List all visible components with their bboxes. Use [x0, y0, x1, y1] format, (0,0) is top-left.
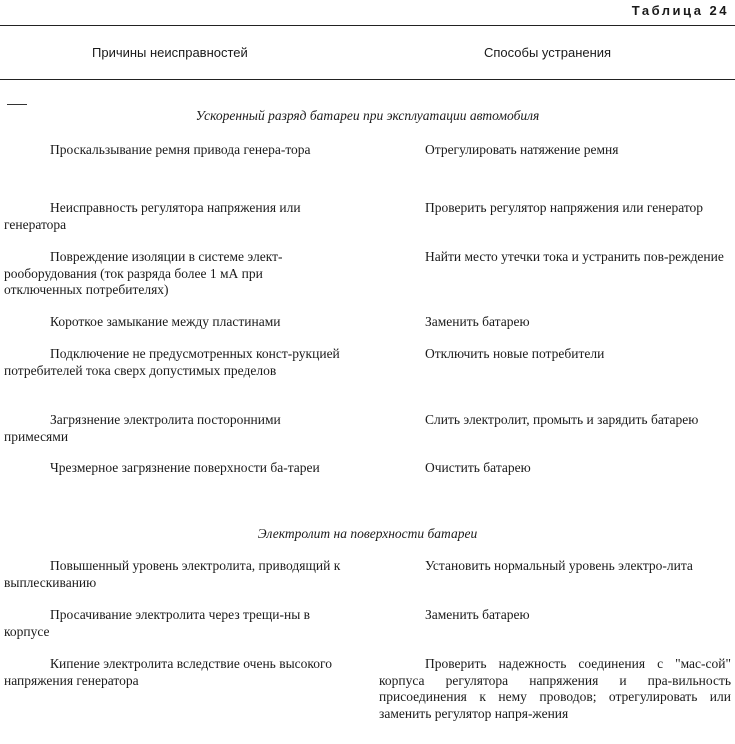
remedy-cell: Найти место утечки тока и устранить пов-реждение [425, 249, 724, 264]
column-header-remedies: Способы устранения [484, 45, 612, 60]
remedy-cell: Очистить батарею [425, 460, 531, 475]
cause-cell: Кипение электролита вследствие очень высокого напряжения генератора [4, 656, 332, 688]
section-title-accelerated-discharge: Ускоренный разряд батареи при эксплуатации автомобиля [195, 108, 540, 123]
remedy-cell: Установить нормальный уровень электро-лита [425, 558, 693, 573]
remedy-cell: Проверить регулятор напряжения или генератор [425, 200, 704, 215]
header-rule [0, 79, 735, 80]
cause-cell: Загрязнение электролита посторонними примесями [4, 412, 281, 444]
table-caption: Таблица 24 [631, 3, 729, 18]
cause-cell: Короткое замыкание между пластинами [50, 314, 281, 329]
cause-cell: Повреждение изоляции в системе элект-рооборудования (ток разряда более 1 мА при отключенных потребителях) [4, 249, 283, 297]
cause-cell: Неисправность регулятора напряжения или генератора [4, 200, 301, 232]
cause-cell: Просачивание электролита через трещи-ны в корпусе [4, 607, 311, 639]
cause-cell: Подключение не предусмотренных конст-рукцией потребителей тока сверх допустимых пределов [4, 346, 340, 378]
remedy-cell: Отрегулировать натяжение ремня [425, 142, 619, 157]
section-title-electrolyte-on-surface: Электролит на поверхности батареи [257, 526, 478, 541]
column-header-causes: Причины неисправностей [92, 45, 248, 60]
cause-cell: Повышенный уровень электролита, приводящий к выплескиванию [4, 558, 341, 590]
remedy-cell: Заменить батарею [425, 314, 530, 329]
top-rule [0, 25, 735, 26]
remedy-cell: Заменить батарею [425, 607, 530, 622]
remedy-cell: Проверить надежность соединения с "мас-сой" корпуса регулятора напряжения и пра-вильность присоединения к нему проводов; отрегулировать или заменить регулятор напря-жения [379, 656, 731, 721]
remedy-cell: Слить электролит, промыть и зарядить батарею [425, 412, 699, 427]
remedy-cell: Отключить новые потребители [425, 346, 605, 361]
dash-mark [7, 104, 27, 105]
cause-cell: Чрезмерное загрязнение поверхности ба-тареи [50, 460, 320, 475]
cause-cell: Проскальзывание ремня привода генера-тора [50, 142, 311, 157]
